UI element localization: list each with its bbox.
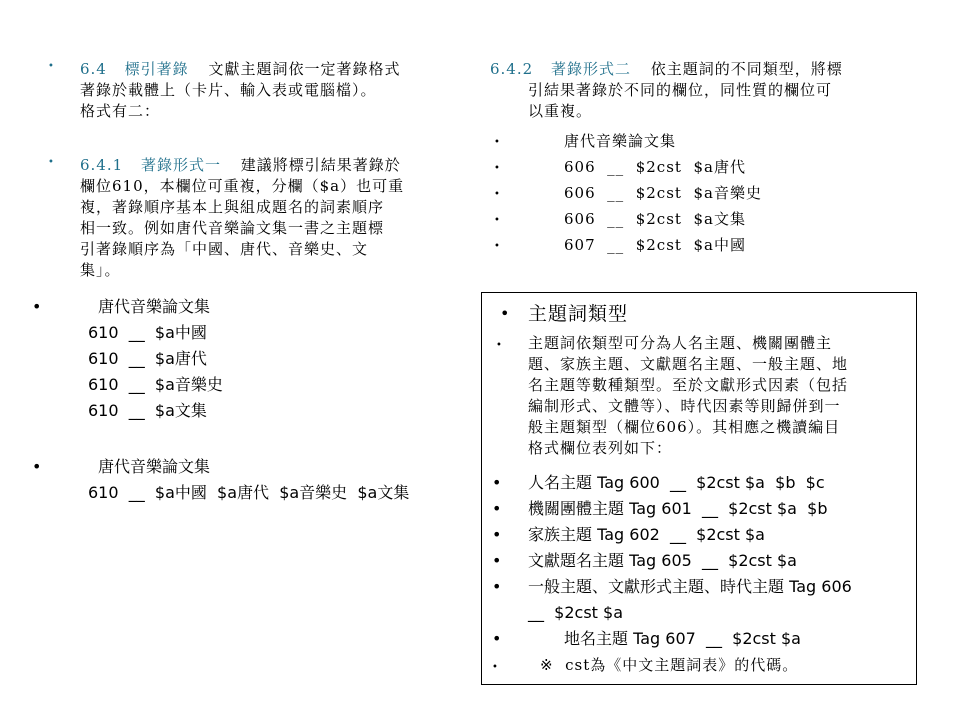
section-number: 6.4: [80, 60, 107, 78]
section-6-4-2-line-1: 6.4.2 著錄形式二 依主題詞的不同類型，將標: [490, 60, 843, 78]
section-6-4-1-line-1: 6.4.1 著錄形式一 建議將標引結果著錄於: [80, 156, 401, 174]
list-item: • 機關團體主題 Tag 601 __ $2cst $a $b: [492, 499, 828, 518]
subject-type-box: [481, 292, 917, 685]
bullet: •: [500, 304, 510, 323]
bullet: •: [48, 157, 54, 168]
field-row: 606 __ $2cst $a文集: [564, 210, 746, 228]
section-number: 6.4.2: [490, 60, 534, 78]
list-item: • 文獻題名主題 Tag 605 __ $2cst $a: [492, 551, 797, 570]
list-item: • 一般主題、文獻形式主題、時代主題 Tag 606 __ $2cst $a: [492, 577, 852, 622]
field-row: 610 __ $a中國 $a唐代 $a音樂史 $a文集: [88, 483, 410, 502]
example-606-list: [494, 128, 894, 258]
box-heading-row: [500, 301, 900, 327]
list-item: • 地名主題 Tag 607 __ $2cst $a: [492, 629, 801, 648]
list-item: • 606 __ $2cst $a音樂史: [494, 184, 762, 202]
field-row: 606 __ $2cst $a唐代: [564, 158, 746, 176]
section-6-4-2: 6.4.2 著錄形式二 依主題詞的不同類型，將標 引結果著錄於不同的欄位，同性質的欄位可 以重複。: [490, 59, 910, 122]
example-title: 唐代音樂論文集: [98, 297, 211, 316]
section-title: 標引著錄: [124, 60, 189, 78]
example-610-list: [32, 294, 432, 424]
section-number: 6.4.1: [80, 156, 124, 174]
bullet: •: [32, 457, 42, 476]
note-text: ※ cst為《中文主題詞表》的代碼。: [540, 656, 799, 674]
box-heading: 主題詞類型: [528, 303, 629, 325]
field-row: 606 __ $2cst $a音樂史: [564, 184, 762, 202]
section-title: 著錄形式二: [550, 60, 631, 78]
section-6-4-line-1: 6.4 標引著錄 文獻主題詞依一定著錄格式: [80, 60, 401, 78]
field-row: 610 __ $a文集: [88, 401, 207, 420]
field-row: 610 __ $a唐代: [88, 349, 207, 368]
example-610-combined: [32, 454, 462, 506]
field-row: 607 __ $2cst $a中國: [564, 236, 746, 254]
tag-list: [492, 470, 912, 678]
section-6-4-1: • 6.4.1 著錄形式一 建議將標引結果著錄於 欄位610，本欄位可重複，分欄（$a）也可重 複，著錄順序基本上與組成題名的詞素順序 相一致。例如唐代音樂論文集一書之主題標 引著錄順序為「中國、唐代、音樂史、文 集」。: [48, 155, 458, 281]
list-item: • 人名主題 Tag 600 __ $2cst $a $b $c: [492, 473, 825, 492]
note-item: • ※ cst為《中文主題詞表》的代碼。: [492, 656, 799, 674]
list-item: • 唐代音樂論文集: [494, 132, 677, 150]
box-paragraph: • 主題詞依類型可分為人名主題、機關團體主 題、家族主題、文獻題名主題、一般主題、地 名主題等數種類型。至於文獻形式因素（包括 編制形式、文體等）、時代因素等則歸併到一 般主題類型（欄位606）。其相應之機讀編目 格式欄位表列如下：: [496, 334, 849, 457]
field-row: 610 __ $a音樂史: [88, 375, 223, 394]
bullet: •: [48, 61, 54, 72]
list-item: • 606 __ $2cst $a唐代: [494, 158, 746, 176]
example-title: 唐代音樂論文集: [564, 132, 677, 150]
list-item: • 607 __ $2cst $a中國: [494, 236, 746, 254]
bullet: •: [32, 297, 42, 316]
bullet: •: [496, 340, 503, 351]
list-item: • 家族主題 Tag 602 __ $2cst $a: [492, 525, 765, 544]
example-title: 唐代音樂論文集: [98, 457, 211, 476]
field-row: 610 __ $a中國: [88, 323, 207, 342]
list-item: • 606 __ $2cst $a文集: [494, 210, 746, 228]
section-title: 著錄形式一: [140, 156, 221, 174]
section-6-4: • 6.4 標引著錄 文獻主題詞依一定著錄格式 著錄於載體上（卡片、輸入表或電腦檔）。 格式有二：: [48, 59, 448, 122]
